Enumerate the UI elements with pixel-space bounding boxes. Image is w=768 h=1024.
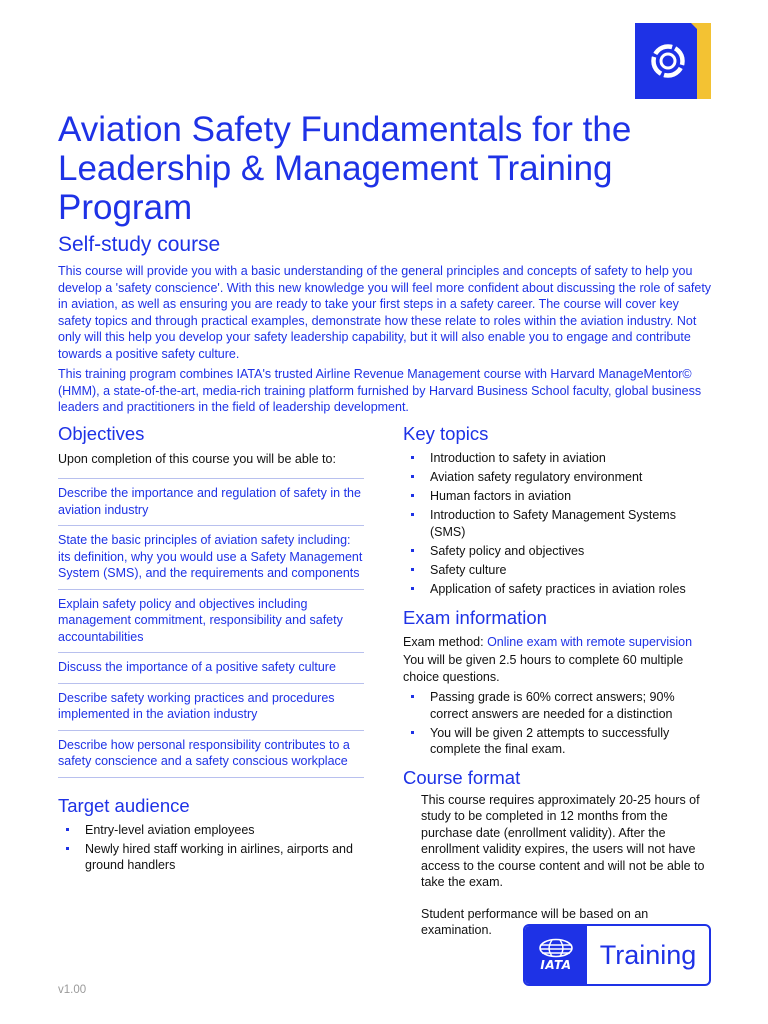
key-topics-list: [403, 450, 713, 598]
page-subtitle: Self-study course: [58, 233, 221, 256]
list-item: [58, 822, 364, 839]
objective-item: Describe the importance and regulation of safety in the aviation industry: [58, 479, 364, 526]
list-item-text: Safety culture: [430, 562, 507, 577]
objective-item: Describe how personal responsibility contributes to a safety conscience and a safety conscious workplace: [58, 731, 364, 778]
list-item-text: Aviation safety regulatory environment: [430, 470, 643, 485]
objective-item: Explain safety policy and objectives including management commitment, responsibility and safety accountabilities: [58, 590, 364, 654]
bullet-icon: [411, 456, 414, 459]
right-column: [403, 422, 713, 939]
objectives-lead: Upon completion of this course you will be able to:: [58, 452, 336, 466]
list-item: [403, 488, 713, 505]
bullet-icon: [411, 549, 414, 552]
bullet-icon: [66, 828, 69, 831]
list-item: [403, 581, 713, 598]
course-format-text: This course requires approximately 20-25 hours of study to be completed in 12 months from the purchase date (enrollment validity). After the enrollment validity expires, the users will not have access to the course content and will not be able to take the exam.: [421, 792, 705, 890]
objective-item: Discuss the importance of a positive safety culture: [58, 653, 364, 684]
exam-duration-text: You will be given 2.5 hours to complete 60 multiple choice questions.: [403, 653, 684, 684]
page-title: Aviation Safety Fundamentals for the Leadership & Management Training Program: [58, 110, 632, 227]
bullet-icon: [411, 494, 414, 497]
list-item-text: Introduction to Safety Management Systems (SMS): [430, 508, 676, 539]
list-item: [403, 725, 713, 758]
list-item-text: Passing grade is 60% correct answers; 90% correct answers are needed for a distinction: [430, 690, 675, 721]
intro-paragraph-2: This training program combines IATA's trusted Airline Revenue Management course with Harvard ManageMentor© (HMM), a state-of-the-art, media-rich training platform furnished by Harvard Business School faculty, global business leaders and practitioners in the field of leadership development.: [58, 367, 702, 414]
exam-information-heading: Exam information: [403, 606, 547, 628]
bullet-icon: [411, 568, 414, 571]
target-audience-list: [58, 822, 364, 874]
objective-item: State the basic principles of aviation safety including: its definition, why you would use a Safety Management System (SMS), and the requirements and components: [58, 526, 364, 590]
key-topics-heading: Key topics: [403, 423, 489, 444]
bullet-icon: [411, 695, 414, 698]
list-item-text: Human factors in aviation: [430, 489, 572, 504]
list-item-text: Application of safety practices in aviation roles: [430, 582, 686, 597]
objectives-heading: Objectives: [58, 423, 145, 444]
objectives-section: [58, 422, 364, 778]
list-item-text: Newly hired staff working in airlines, airports and ground handlers: [85, 841, 353, 873]
objectives-list: [58, 478, 364, 778]
key-topics-section: [403, 422, 713, 598]
bullet-icon: [411, 513, 414, 516]
left-column: [58, 422, 364, 876]
list-item: [58, 841, 364, 874]
intro-paragraph-1: This course will provide you with a basic understanding of the general principles and concepts of safety to help you develop a 'safety conscience'. With this new knowledge you will feel more confident about discussing the role of safety in aviation, as well as ensuring you are ready to take your first steps in a safety career. The course will cover key safety topics and through practical examples, demonstrate how these relate to roles within the aviation industry. Not only will this help you develop your safety leadership capability, but it will also enable you to engage and contribute towards a positive safety culture.: [58, 264, 712, 361]
list-item-text: Introduction to safety in aviation: [430, 451, 606, 465]
list-item: [403, 689, 713, 722]
bullet-icon: [411, 587, 414, 590]
list-item: [403, 562, 713, 579]
exam-information-section: [403, 606, 713, 758]
iata-logo-icon: [525, 926, 587, 984]
objective-item: Describe safety working practices and procedures implemented in the aviation industry: [58, 684, 364, 731]
bullet-icon: [411, 475, 414, 478]
exam-method: [403, 634, 713, 651]
list-item: [403, 507, 713, 540]
course-format-heading: Course format: [403, 766, 521, 788]
list-item-text: Entry-level aviation employees: [85, 822, 255, 837]
iata-logo-text: IATA: [540, 958, 572, 972]
list-item: [403, 543, 713, 560]
bullet-icon: [411, 731, 414, 734]
list-item: [403, 469, 713, 486]
target-audience-heading: Target audience: [58, 794, 190, 816]
version-label: v1.00: [58, 984, 87, 996]
exam-method-value: Online exam with remote supervision: [487, 634, 693, 649]
course-format-section: [403, 766, 713, 939]
target-audience-section: [58, 794, 364, 874]
bullet-icon: [66, 847, 69, 850]
globe-icon: [538, 938, 574, 958]
training-label: Training: [599, 939, 697, 970]
course-format-assessment-text: Student performance will be based on an examination.: [421, 906, 649, 938]
iata-training-logo: [523, 924, 711, 986]
list-item-text: Safety policy and objectives: [430, 543, 585, 558]
list-item-text: You will be given 2 attempts to successfully complete the final exam.: [430, 725, 670, 757]
list-item: [403, 450, 713, 467]
exam-method-label: Exam method:: [403, 634, 484, 649]
target-circle-logo-icon: [635, 23, 711, 99]
exam-information-list: [403, 689, 713, 758]
